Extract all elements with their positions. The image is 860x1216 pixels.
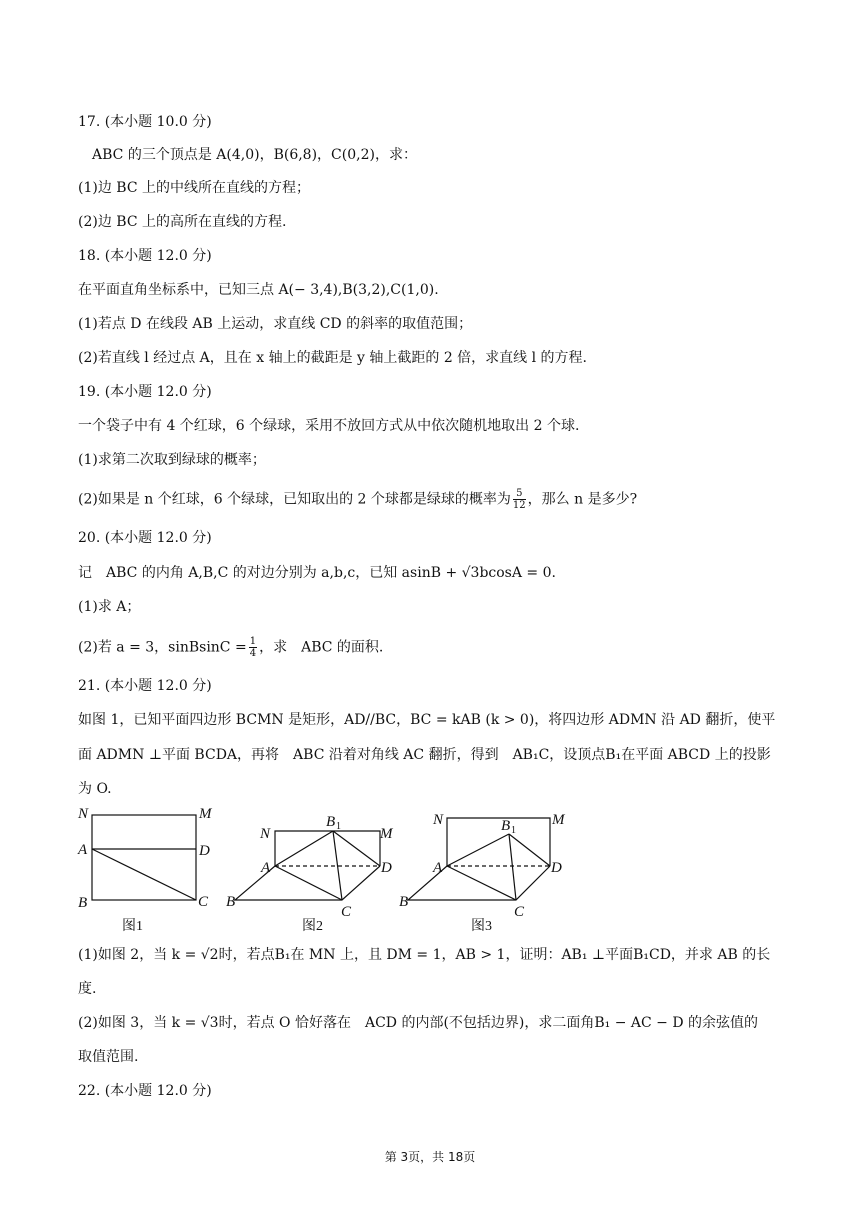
q17-stem: ABC 的三个顶点是 A(4,0)，B(6,8)，C(0,2)，求： xyxy=(92,147,417,163)
geometry-figures xyxy=(70,798,590,938)
fraction xyxy=(249,636,257,659)
q17-header: 17. (本小题 10.0 分) xyxy=(78,114,212,130)
q21-stem-line2: 面 ADMN ⊥平面 BCDA，再将 ABC 沿着对角线 AC 翻折，得到 AB₁C，设顶点B₁在平面 ABCD 上的投影 xyxy=(78,747,771,763)
fig3-base xyxy=(408,866,550,900)
q21-stem-line1: 如图 1，已知平面四边形 BCMN 是矩形，AD//BC，BC = kAB (k > 0)，将四边形 ADMN 沿 AD 翻折，使平 xyxy=(78,712,776,728)
fig2-ANMD xyxy=(275,831,380,866)
q20-part2-tail: ，求 ABC 的面积. xyxy=(259,639,384,656)
fig3-label-B1-sub: 1 xyxy=(511,825,516,836)
q18-part1: (1)若点 D 在线段 AB 上运动，求直线 CD 的斜率的取值范围； xyxy=(78,316,473,332)
fig3-label-M: M xyxy=(552,812,565,828)
q17-part2: (2)边 BC 上的高所在直线的方程. xyxy=(78,214,287,230)
fig2-AC xyxy=(275,866,342,900)
fraction-numerator: 5 xyxy=(513,488,526,500)
q22-header: 22. (本小题 12.0 分) xyxy=(78,1083,212,1099)
fig1-label-M: M xyxy=(199,806,212,822)
fig1-AC xyxy=(92,849,196,900)
fig3-label-B1: B xyxy=(501,818,511,834)
q19-header: 19. (本小题 12.0 分) xyxy=(78,384,212,400)
q19-part1: (1)求第二次取到绿球的概率； xyxy=(78,452,266,468)
q21-stem-line3: 为 O. xyxy=(78,781,112,797)
fig1-rectangle xyxy=(92,815,196,900)
fraction-denominator: 12 xyxy=(512,500,526,511)
fig3-B1D xyxy=(509,834,550,866)
fig3-label-A: A xyxy=(433,860,443,876)
fraction-denominator: 4 xyxy=(249,648,257,659)
q20-part2-text: (2)若 a = 3，sinBsinC = xyxy=(78,639,247,656)
fig3-label-C: C xyxy=(514,904,525,920)
fraction-numerator: 1 xyxy=(249,636,257,647)
q21-header: 21. (本小题 12.0 分) xyxy=(78,678,212,694)
fig2-B1D xyxy=(333,831,380,866)
q21-part1-line1: (1)如图 2，当 k = √2时，若点B₁在 MN 上，且 DM = 1，AB > 1，证明：AB₁ ⊥平面B₁CD，并求 AB 的长 xyxy=(78,947,771,963)
q17-part1: (1)边 BC 上的中线所在直线的方程； xyxy=(78,180,310,196)
fig3-ANMD xyxy=(447,818,550,866)
fig2-label-A: A xyxy=(261,860,271,876)
fig2-label-B: B xyxy=(226,894,236,910)
q19-stem: 一个袋子中有 4 个红球，6 个绿球，采用不放回方式从中依次随机地取出 2 个球. xyxy=(78,418,580,434)
fig1-label-C: C xyxy=(198,894,209,910)
fig1-caption: 图1 xyxy=(122,919,143,934)
fig3-AC xyxy=(447,866,516,900)
q21-part2-line1: (2)如图 3，当 k = √3时，若点 O 恰好落在 ACD 的内部(不包括边界)，求二面角B₁ − AC − D 的余弦值的 xyxy=(78,1015,759,1031)
page-footer: 第 3页，共 18页 xyxy=(384,1150,476,1164)
fig3-label-B: B xyxy=(399,894,409,910)
fig2-label-B1: B xyxy=(326,814,336,830)
fig3-B1C xyxy=(509,834,516,900)
q21-part1-line2: 度. xyxy=(78,981,97,997)
q18-part2: (2)若直线 l 经过点 A，且在 x 轴上的截距是 y 轴上截距的 2 倍，求直线 l 的方程. xyxy=(78,350,588,366)
fig3-label-N: N xyxy=(433,812,444,828)
q20-part2 xyxy=(78,636,383,659)
q19-part2-tail: ，那么 n 是多少? xyxy=(527,491,638,508)
q20-stem: 记 ABC 的内角 A,B,C 的对边分别为 a,b,c，已知 asinB + √3bcosA = 0. xyxy=(78,565,556,581)
q18-stem: 在平面直角坐标系中，已知三点 A(− 3,4),B(3,2),C(1,0). xyxy=(78,282,439,298)
fig2-caption: 图2 xyxy=(302,919,323,934)
fig1-label-N: N xyxy=(78,806,89,822)
fig3-AB1 xyxy=(447,834,509,866)
fig1-label-B: B xyxy=(78,895,88,911)
q20-header: 20. (本小题 12.0 分) xyxy=(78,530,212,546)
fraction xyxy=(513,488,526,511)
fig2-label-M: M xyxy=(380,826,393,842)
q18-header: 18. (本小题 12.0 分) xyxy=(78,248,212,264)
fig2-AB1 xyxy=(275,831,333,866)
fig2-label-N: N xyxy=(260,826,271,842)
fig2-label-D: D xyxy=(381,860,392,876)
fig1-label-D: D xyxy=(199,843,210,859)
fig3-caption: 图3 xyxy=(471,919,492,934)
q19-part2-text: (2)如果是 n 个红球，6 个绿球，已知取出的 2 个球都是绿球的概率为 xyxy=(78,491,511,508)
q21-part2-line2: 取值范围. xyxy=(78,1049,139,1065)
q20-part1: (1)求 A； xyxy=(78,599,141,615)
q19-part2 xyxy=(78,488,637,511)
fig1-label-A: A xyxy=(78,842,88,858)
fig2-label-C: C xyxy=(341,904,352,920)
fig2-label-B1-sub: 1 xyxy=(336,821,341,832)
fig3-label-D: D xyxy=(551,860,562,876)
